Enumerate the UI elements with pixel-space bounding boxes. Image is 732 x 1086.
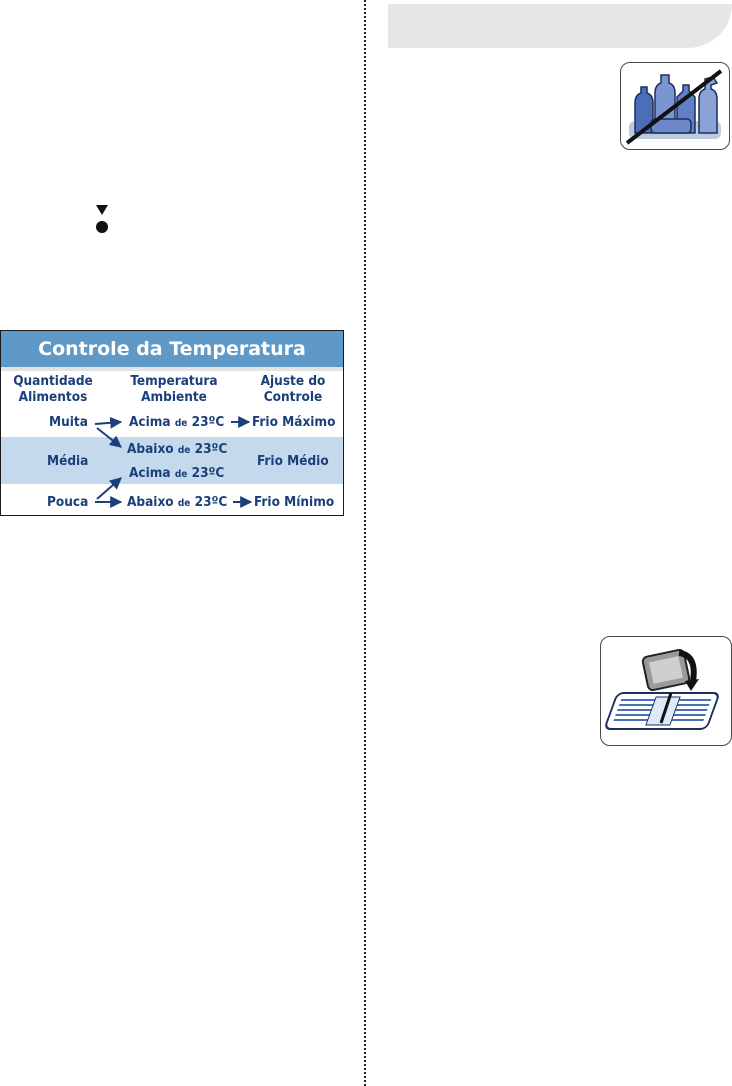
temp-acima-1-value: 23ºC — [191, 414, 225, 430]
header-ambient-temp-line1: Temperatura — [130, 373, 218, 389]
setting-frio-maximo: Frio Máximo — [252, 414, 336, 430]
temp-abaixo-2-word: Abaixo — [127, 494, 174, 510]
setting-frio-medio: Frio Médio — [257, 453, 329, 469]
column-divider — [364, 0, 366, 1086]
row-label-muita: Muita — [49, 414, 88, 430]
arrow-muita-acima — [95, 422, 121, 424]
temp-abaixo-2-value: 23ºC — [194, 494, 228, 510]
no-cleaning-products-icon — [620, 62, 730, 150]
temperature-control-table — [0, 330, 344, 516]
table-arrows — [1, 331, 344, 516]
header-food-quantity-line2: Alimentos — [18, 389, 88, 405]
temp-acima-1-de: de — [174, 418, 188, 429]
temp-abaixo-1-value: 23ºC — [194, 441, 228, 457]
temp-abaixo-1-word: Abaixo — [127, 441, 174, 457]
temp-acima-2-word: Acima — [129, 465, 171, 481]
section-header-bar — [388, 4, 732, 48]
temp-abaixo-2-de: de — [177, 498, 191, 509]
row-label-media: Média — [47, 453, 89, 469]
setting-frio-minimo: Frio Mínimo — [254, 494, 335, 510]
arrow-muita-abaixo — [97, 428, 121, 447]
temp-acima-2-de: de — [174, 469, 188, 480]
drip-tray-icon — [600, 636, 732, 746]
table-title: Controle da Temperatura — [1, 331, 343, 367]
header-control-setting-line2: Controle — [263, 389, 323, 405]
arrow-pouca-acima — [97, 478, 121, 499]
temp-abaixo-1-de: de — [177, 445, 191, 456]
header-food-quantity-line1: Quantidade — [13, 373, 93, 389]
header-ambient-temp-line2: Ambiente — [141, 389, 207, 405]
row-label-pouca: Pouca — [47, 494, 89, 510]
temp-acima-1-word: Acima — [129, 414, 171, 430]
header-control-setting-line1: Ajuste do — [260, 373, 326, 389]
temp-acima-2-value: 23ºC — [191, 465, 225, 481]
dial-position-indicator — [94, 205, 110, 235]
